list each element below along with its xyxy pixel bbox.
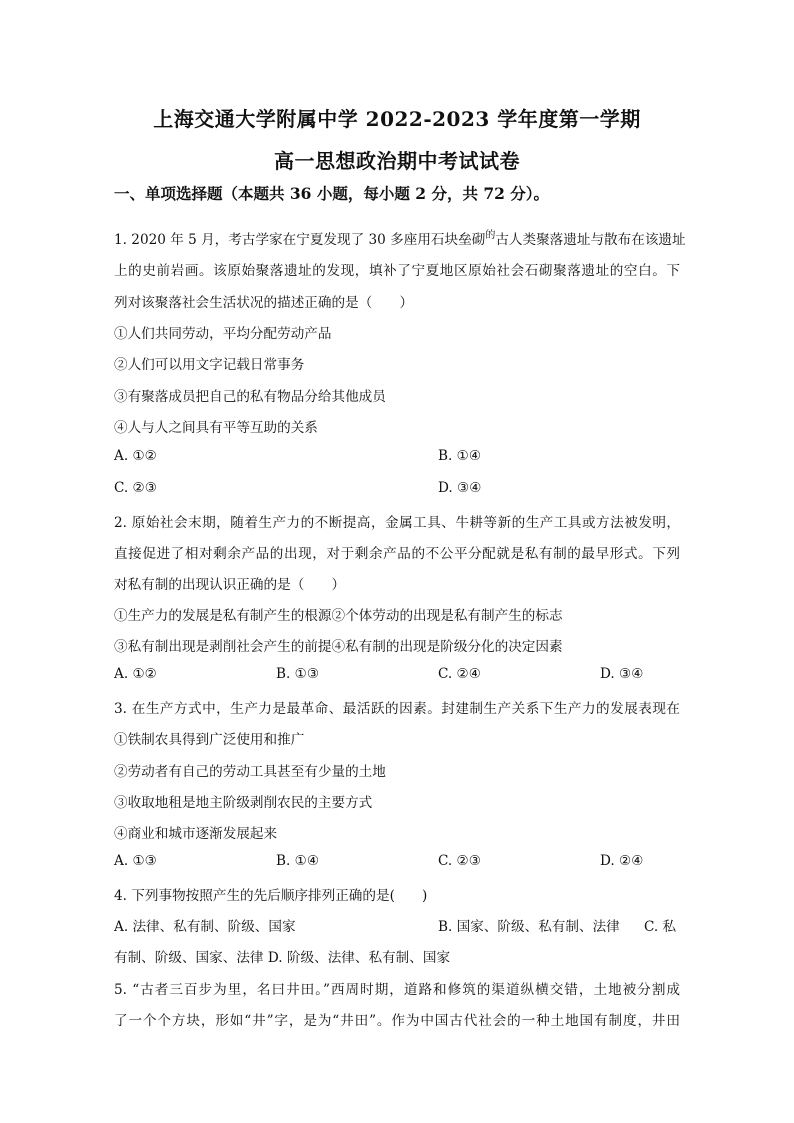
q3-statement-4: ④商业和城市逐渐发展起来 [114, 826, 278, 842]
q3-option-a: A. ①③ [114, 853, 157, 869]
q3-statement-3: ③收取地租是地主阶级剥削农民的主要方式 [114, 795, 373, 811]
q5-stem-line2: 了一个个方块，形如“井”字，是为“井田”。作为中国古代社会的一种土地国有制度，井田 [114, 1013, 680, 1029]
q5-stem-line1: 5. “古者三百步为里，名曰井田。”西周时期，道路和修筑的渠道纵横交错，土地被分割成 [114, 982, 680, 998]
q1-option-a: A. ①② [114, 448, 157, 464]
q4-stem-line1: 4. 下列事物按照产生的先后顺序排列正确的是( ) [114, 888, 428, 904]
q2-option-c: C. ②④ [438, 666, 481, 682]
q1-stem-line1-a: 1. 2020 年 5 月，考古学家在宁夏发现了 30 多座用石块垒砌 [114, 232, 486, 248]
q1-statement-4: ④人与人之间具有平等互助的关系 [114, 420, 318, 436]
exam-title-school: 上海交通大学附属中学 2022-2023 学年度第一学期 [153, 107, 641, 131]
q4-option-b: B. 国家、阶级、私有制、法律 [438, 919, 620, 935]
q3-statement-2: ②劳动者有自己的劳动工具甚至有少量的土地 [114, 764, 386, 780]
q1-option-c: C. ②③ [114, 480, 157, 496]
q1-statement-2: ②人们可以用文字记载日常事务 [114, 357, 305, 373]
q1-statement-3: ③有聚落成员把自己的私有物品分给其他成员 [114, 389, 386, 405]
q1-option-d: D. ③④ [438, 480, 482, 496]
q3-statement-1: ①铁制农具得到广泛使用和推广 [114, 732, 305, 748]
q3-option-c: C. ②③ [438, 853, 481, 869]
q1-stem-line3: 列对该聚落社会生活状况的描述正确的是（ ） [114, 295, 414, 311]
q1-stem-line1-b: 古人类聚落遗址与散布在该遗址 [495, 232, 686, 248]
q2-statements-1-2: ①生产力的发展是私有制产生的根源②个体劳动的出现是私有制产生的标志 [114, 608, 563, 624]
q1-stem-superscript: 的 [485, 230, 496, 241]
q1-option-b: B. ①④ [438, 448, 482, 464]
q4-options-line2: 有制、阶级、国家、法律 D. 阶级、法律、私有制、国家 [114, 950, 451, 966]
q2-stem-line2: 直接促进了相对剩余产品的出现，对于剩余产品的不公平分配就是私有制的最早形式。下列 [114, 546, 680, 562]
q3-stem-line1: 3. 在生产方式中，生产力是最革命、最活跃的因素。封建制生产关系下生产力的发展表现在 [114, 701, 680, 717]
q2-statements-3-4: ③私有制出现是剥削社会产生的前提④私有制的出现是阶级分化的决定因素 [114, 639, 563, 655]
q1-stem-line1 [114, 226, 686, 248]
q3-option-d: D. ②④ [600, 853, 644, 869]
q4-option-c-start: C. 私 [644, 919, 677, 935]
q2-option-d: D. ③④ [600, 666, 644, 682]
q2-stem-line3: 对私有制的出现认识正确的是（ ） [114, 577, 346, 593]
q2-option-a: A. ①② [114, 666, 157, 682]
section-heading: 一、单项选择题（本题共 36 小题，每小题 2 分，共 72 分）。 [114, 184, 550, 203]
q2-stem-line1: 2. 原始社会末期，随着生产力的不断提高，金属工具、牛耕等新的生产工具或方法被发明， [114, 515, 680, 531]
q1-stem-line2: 上的史前岩画。该原始聚落遗址的发现，填补了宁夏地区原始社会石砌聚落遗址的空白。下 [114, 263, 680, 279]
exam-title-subject: 高一思想政治期中考试试卷 [274, 149, 520, 173]
q3-option-b: B. ①④ [276, 853, 320, 869]
q1-statement-1: ①人们共同劳动，平均分配劳动产品 [114, 326, 332, 342]
q2-option-b: B. ①③ [276, 666, 320, 682]
q4-option-a: A. 法律、私有制、阶级、国家 [114, 919, 296, 935]
